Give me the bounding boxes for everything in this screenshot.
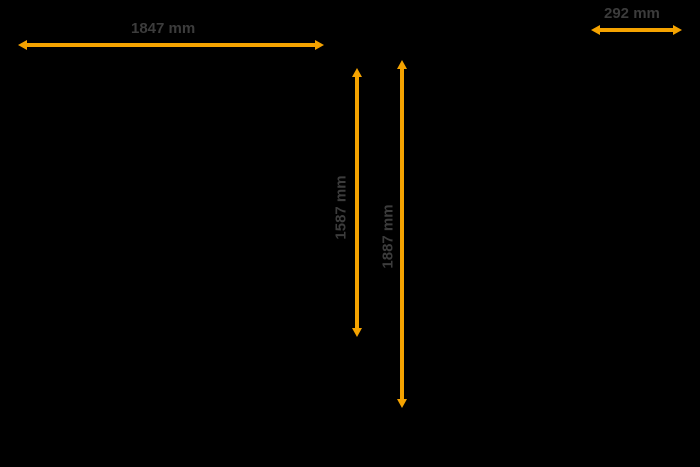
top-right-width-label: 292 mm [604, 5, 660, 22]
top-width-label: 1847 mm [131, 20, 196, 37]
outer-height-label: 1887 mm [379, 204, 397, 269]
inner-height-label: 1587 mm [332, 175, 350, 240]
